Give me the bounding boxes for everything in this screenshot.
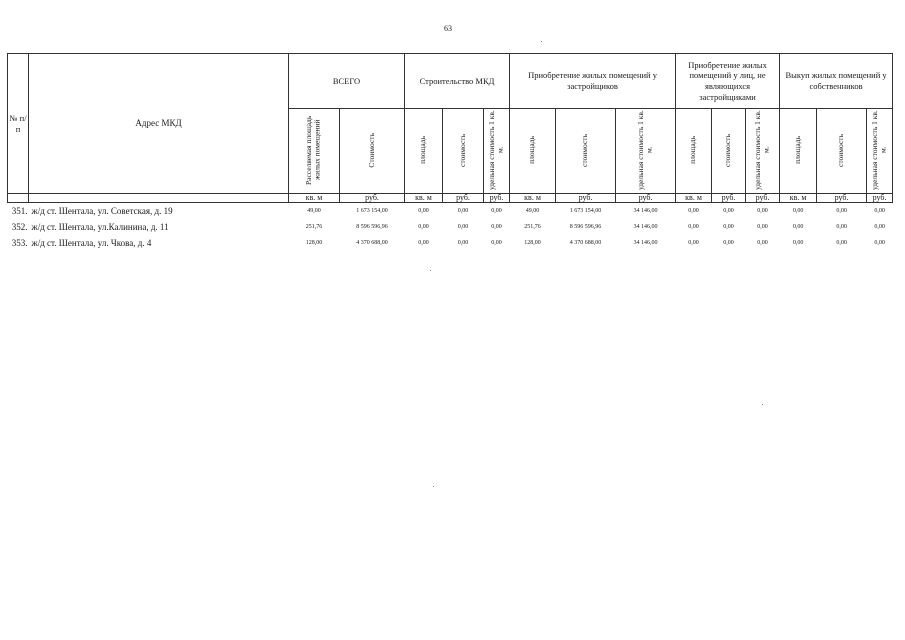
row-value: 34 146,00: [633, 224, 658, 230]
row-address: ж/д ст. Шентала, ул.Калинина, д. 11: [31, 222, 169, 232]
row-value: 0,00: [676, 203, 712, 220]
header-num: [8, 54, 29, 194]
unit-cell: руб.: [746, 194, 780, 203]
unit-cell: руб.: [616, 194, 676, 203]
row-value: 0,00: [867, 203, 893, 220]
header-purchase-non-developers: [676, 54, 780, 109]
subheader-resettled-area: [289, 109, 340, 194]
unit-cell: кв. м: [510, 194, 556, 203]
subheader-developers-area-label: площадь: [527, 136, 537, 164]
row-value: 1 673 154,00: [340, 203, 405, 220]
row-value: 0,00: [484, 203, 510, 220]
subheader-resettled-area-label: Расселяемая площадь жилых помещений: [304, 115, 322, 185]
header-address: [29, 54, 289, 194]
scan-speck: [433, 486, 434, 487]
subheader-construction-area-label: площадь: [418, 136, 428, 164]
row-value: 0,00: [688, 240, 699, 246]
subheader-buyout-unit-cost: [867, 109, 893, 194]
header-construction-label: Строительство МКД: [419, 75, 495, 86]
subheader-construction-area: [405, 109, 443, 194]
row-value: 4 370 688,00: [356, 240, 388, 246]
units-num-spacer: [8, 194, 29, 203]
subheader-total-cost-label: Стоимость: [366, 132, 376, 168]
header-num-label: № п/п: [9, 112, 27, 134]
subheader-developers-cost-label: стоимость: [580, 133, 590, 167]
header-construction: [405, 54, 510, 109]
row-value: 251,76: [524, 224, 541, 230]
subheader-buyout-cost: [817, 109, 867, 194]
subheader-developers-cost: [556, 109, 616, 194]
row-value: 0,00: [723, 240, 734, 246]
row-value: 0,00: [780, 203, 817, 220]
unit-cell: руб.: [712, 194, 746, 203]
row-value: 8 596 596,96: [569, 224, 602, 230]
subheader-total-cost: [340, 109, 405, 194]
row-value: 0,00: [688, 224, 699, 230]
header-purchase-developers-label: Приобретение жилых помещений у застройщиков: [528, 70, 657, 91]
table-row: [8, 219, 893, 235]
row-value: 0,00: [792, 240, 804, 246]
subheader-non-developers-area-label: площадь: [688, 136, 698, 164]
row-value: 0,00: [457, 240, 469, 246]
header-total: [289, 54, 405, 109]
header-address-label: Адрес МКД: [135, 117, 182, 128]
row-value: 49,00: [510, 203, 556, 220]
subheader-buyout-area: [780, 109, 817, 194]
subheader-non-developers-area: [676, 109, 712, 194]
unit-cell: руб.: [867, 194, 893, 203]
subheader-non-developers-unit-cost: [746, 109, 780, 194]
row-value: 0,00: [443, 203, 484, 220]
scan-speck: [762, 404, 763, 405]
unit-cell: руб.: [340, 194, 405, 203]
row-value: 0,00: [757, 224, 768, 230]
subheader-buyout-cost-label: стоимость: [836, 133, 846, 167]
header-purchase-non-developers-label: Приобретение жилых помещений у лиц, не являющихся застройщиками: [688, 59, 767, 102]
row-number: 353.: [11, 238, 28, 248]
subheader-buyout-unit-cost-label: удельная стоимость 1 кв. м.: [869, 110, 888, 190]
units-address-spacer: [29, 194, 289, 203]
subheader-construction-cost-label: стоимость: [457, 133, 467, 167]
header-buyout: [780, 54, 893, 109]
subheader-construction-unit-cost-label: удельная стоимость 1 кв. м.: [486, 110, 505, 190]
row-value: 0,00: [712, 203, 746, 220]
row-number: 352.: [11, 222, 28, 232]
row-value: 4 370 688,00: [569, 240, 602, 246]
row-value: 0,00: [723, 224, 734, 230]
row-value: 8 596 596,96: [356, 224, 388, 230]
unit-cell: кв. м: [405, 194, 443, 203]
unit-cell: кв. м: [676, 194, 712, 203]
subheader-developers-unit-cost-label: удельная стоимость 1 кв. м.: [635, 110, 654, 190]
row-address: ж/д ст. Шентала, ул. Чкова, д. 4: [31, 238, 152, 248]
row-value: 0,00: [491, 240, 502, 246]
row-value: 0,00: [405, 203, 443, 220]
scan-speck: [541, 41, 542, 42]
scan-speck: [430, 270, 431, 271]
unit-cell: кв. м: [289, 194, 340, 203]
header-purchase-developers: [510, 54, 676, 109]
row-number: 351.: [8, 203, 29, 220]
unit-cell: руб.: [484, 194, 510, 203]
unit-cell: руб.: [556, 194, 616, 203]
row-value: 0,00: [418, 224, 429, 230]
row-value: 0,00: [817, 203, 867, 220]
page-number: 63: [444, 24, 452, 33]
row-value: 0,00: [457, 224, 469, 230]
housing-resettlement-table: [7, 53, 893, 251]
unit-cell: руб.: [817, 194, 867, 203]
row-value: 128,00: [524, 240, 541, 246]
row-value: 1 673 154,00: [556, 203, 616, 220]
row-value: 0,00: [836, 224, 847, 230]
row-value: 0,00: [874, 224, 885, 230]
subheader-non-developers-cost-label: стоимость: [723, 133, 733, 167]
subheader-developers-unit-cost: [616, 109, 676, 194]
row-address: ж/д ст. Шентала, ул. Советская, д. 19: [29, 203, 289, 220]
subheader-construction-cost: [443, 109, 484, 194]
row-value: 49,00: [289, 203, 340, 220]
header-total-label: ВСЕГО: [332, 75, 361, 86]
unit-cell: руб.: [443, 194, 484, 203]
row-value: 34 146,00: [616, 203, 676, 220]
row-value: 128,00: [305, 240, 323, 246]
subheader-non-developers-cost: [712, 109, 746, 194]
subheader-buyout-area-label: площадь: [792, 136, 802, 164]
row-value: 0,00: [874, 240, 885, 246]
unit-cell: кв. м: [780, 194, 817, 203]
row-value: 0,00: [792, 224, 804, 230]
subheader-non-developers-unit-cost-label: удельная стоимость 1 кв. м.: [752, 110, 771, 190]
row-value: 0,00: [757, 240, 768, 246]
row-value: 34 146,00: [633, 240, 658, 246]
subheader-construction-unit-cost: [484, 109, 510, 194]
row-value: 0,00: [418, 240, 429, 246]
header-buyout-label: Выкуп жилых помещений у собственников: [785, 70, 887, 91]
row-value: 0,00: [491, 224, 502, 230]
row-value: 0,00: [836, 240, 847, 246]
row-value: 0,00: [746, 203, 780, 220]
row-value: 251,76: [305, 224, 323, 230]
table-row: [8, 203, 893, 220]
table-row: [8, 235, 893, 251]
subheader-developers-area: [510, 109, 556, 194]
